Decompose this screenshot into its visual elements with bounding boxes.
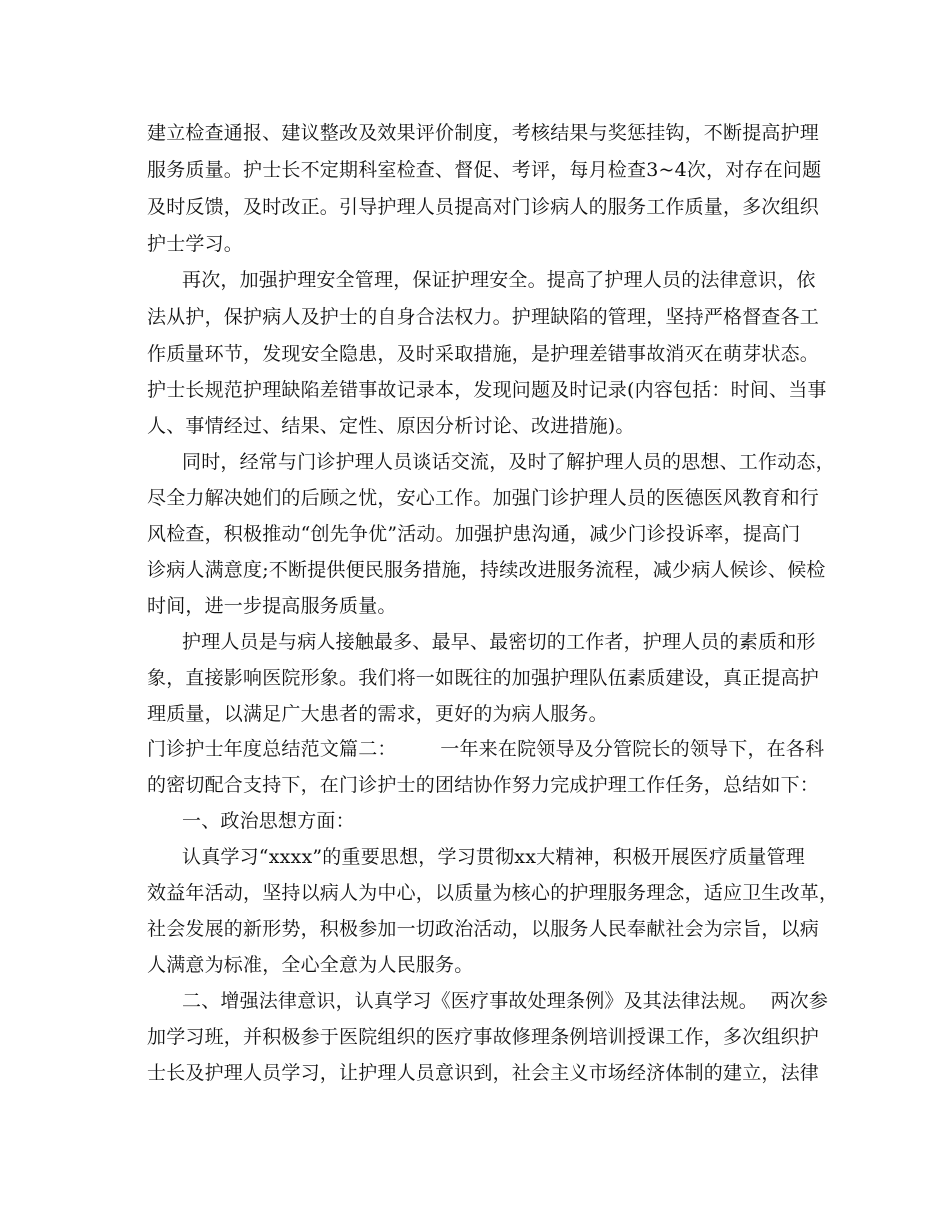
text-line: 作质量环节，发现安全隐患，及时采取措施，是护理差错事故消灭在萌芽状态。	[147, 343, 820, 365]
text-line: 加学习班，并积极参于医院组织的医疗事故修理条例培训授课工作，多次组织护	[147, 1026, 820, 1048]
text-line: 象，直接影响医院形象。我们将一如既往的加强护理队伍素质建设，真正提高护	[147, 667, 820, 689]
text-line: 风检查，积极推动“创先争优”活动。加强护患沟通，减少门诊投诉率，提高门	[147, 523, 801, 545]
text-line: 二、增强法律意识，认真学习《医疗事故处理条例》及其法律法规。 两次参	[182, 990, 829, 1012]
text-line: 建立检查通报、建议整改及效果评价制度，考核结果与奖惩挂钩，不断提高护理	[147, 122, 820, 144]
text-line: 服务质量。护士长不定期科室检查、督促、考评，每月检查3~4次，对存在问题	[147, 159, 822, 181]
text-line: 尽全力解决她们的后顾之忧，安心工作。加强门诊护理人员的医德医风教育和行	[147, 487, 820, 509]
text-line: 的密切配合支持下，在门诊护士的团结协作努力完成护理工作任务，总结如下：	[147, 774, 820, 796]
text-line: 及时反馈，及时改正。引导护理人员提高对门诊病人的服务工作质量，多次组织	[147, 196, 820, 218]
text-line: 人、事情经过、结果、定性、原因分析讨论、改进措施)。	[147, 415, 635, 437]
text-line: 社会发展的新形势，积极参加一切政治活动，以服务人民奉献社会为宗旨，以病	[147, 918, 820, 940]
text-line: 士长及护理人员学习，让护理人员意识到，社会主义市场经济体制的建立，法律	[147, 1062, 820, 1084]
text-line: 诊病人满意度;不断提供便民服务措施，持续改进服务流程，减少病人候诊、候检	[147, 559, 826, 581]
text-line: 护理人员是与病人接触最多、最早、最密切的工作者，护理人员的素质和形	[182, 631, 816, 653]
text-line: 效益年活动，坚持以病人为中心，以质量为核心的护理服务理念，适应卫生改革，	[147, 882, 839, 904]
text-line: 理质量，以满足广大患者的需求，更好的为病人服务。	[147, 703, 608, 725]
text-line: 法从护，保护病人及护士的自身合法权力。护理缺陷的管理，坚持严格督查各工	[147, 306, 820, 328]
text-line: 时间，进一步提高服务质量。	[147, 595, 397, 617]
text-line: 护士长规范护理缺陷差错事故记录本，发现问题及时记录(内容包括：时间、当事	[147, 379, 827, 401]
text-line: 人满意为标准，全心全意为人民服务。	[147, 954, 474, 976]
text-line: 再次，加强护理安全管理，保证护理安全。提高了护理人员的法律意识，依	[182, 269, 816, 291]
text-line: 认真学习“xxxx”的重要思想，学习贯彻xx大精神，积极开展医疗质量管理	[182, 846, 805, 868]
text-line: 护士学习。	[147, 233, 244, 255]
section-heading: 一、政治思想方面：	[182, 810, 355, 832]
text-line: 同时，经常与门诊护理人员谈话交流，及时了解护理人员的思想、工作动态，	[182, 451, 835, 473]
text-line: 门诊护士年度总结范文篇二： 一年来在院领导及分管院长的领导下，在各科	[147, 738, 825, 760]
